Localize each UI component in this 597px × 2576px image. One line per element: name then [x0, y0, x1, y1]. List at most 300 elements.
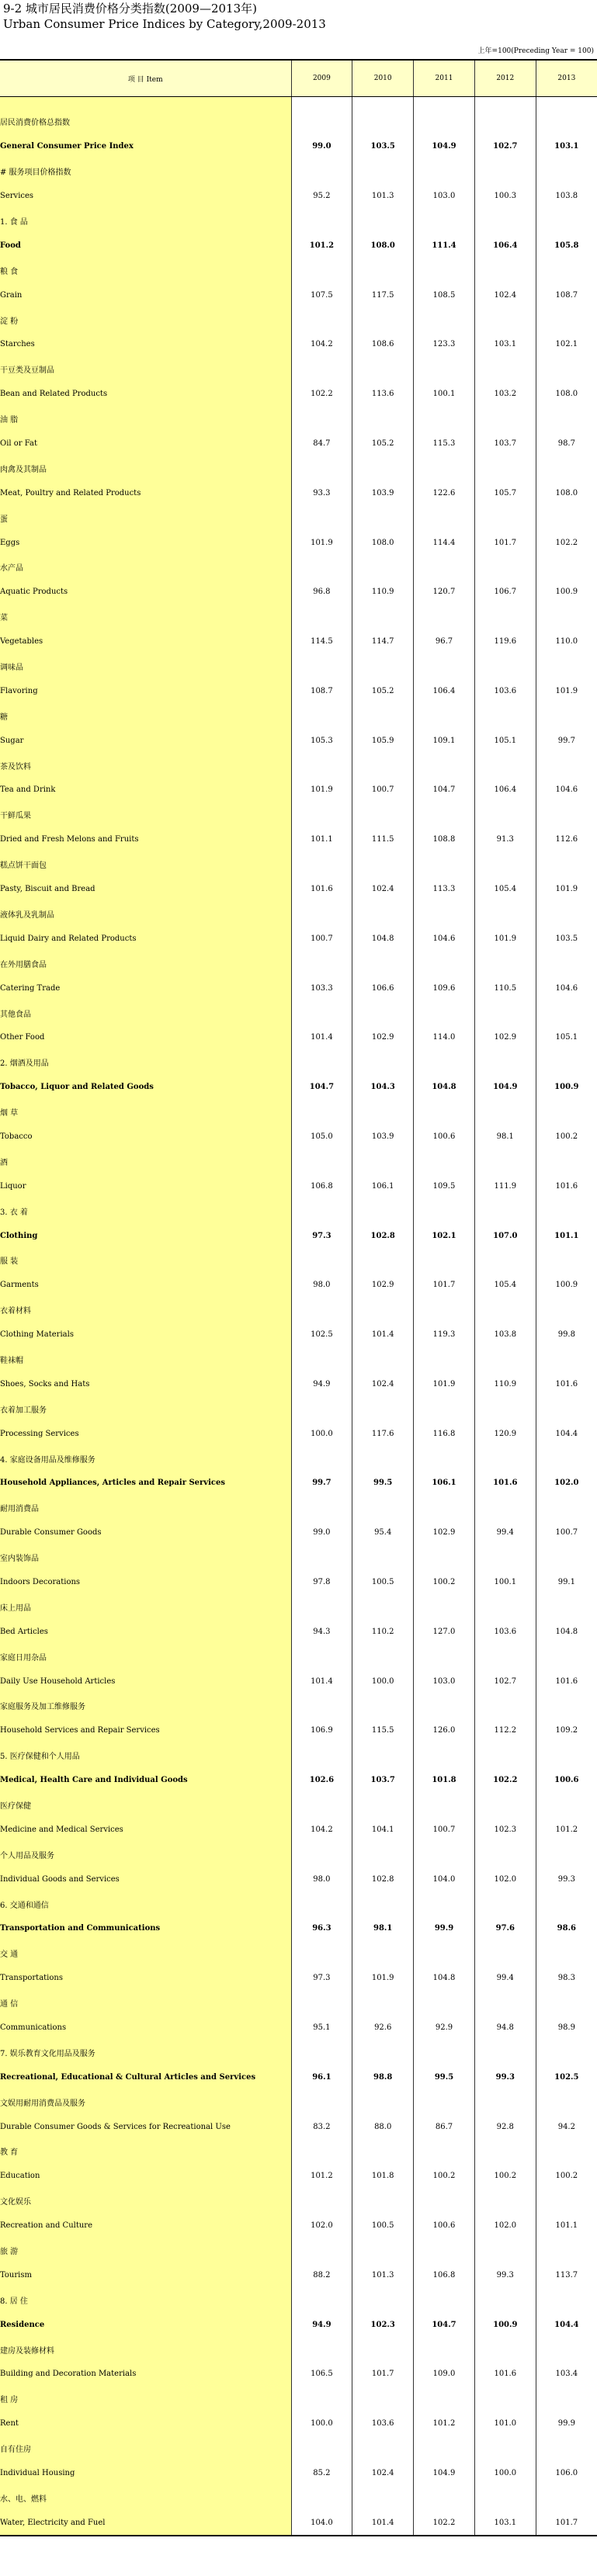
value-cell-2009: 102.2	[291, 382, 352, 407]
value-cell-2010	[352, 902, 414, 927]
value-cell-2012	[474, 951, 536, 976]
value-cell-2012	[474, 1941, 536, 1966]
value-cell-2013: 103.8	[536, 184, 597, 209]
value-cell-2010: 102.9	[352, 1273, 414, 1298]
value-cell-2009: 94.9	[291, 2312, 352, 2337]
value-cell-2012: 100.1	[474, 1570, 536, 1595]
header-year-2012: 2012	[474, 60, 536, 97]
table-row	[0, 778, 597, 803]
table-row	[0, 1619, 597, 1644]
row-label: 衣着材料	[0, 1298, 291, 1323]
value-cell-2013: 104.6	[536, 976, 597, 1000]
value-cell-2013: 102.2	[536, 530, 597, 555]
value-cell-2009: 98.0	[291, 1273, 352, 1298]
value-cell-2009: 100.7	[291, 926, 352, 951]
value-cell-2012	[474, 1496, 536, 1520]
row-label: Individual Housing	[0, 2461, 291, 2486]
value-cell-2013	[536, 852, 597, 877]
value-cell-2009: 101.9	[291, 530, 352, 555]
value-cell-2012	[474, 703, 536, 728]
value-cell-2013	[536, 159, 597, 184]
value-cell-2013: 101.1	[536, 2214, 597, 2238]
value-cell-2013: 110.0	[536, 629, 597, 654]
value-cell-2012	[474, 654, 536, 679]
value-cell-2011	[414, 357, 475, 382]
value-cell-2013	[536, 951, 597, 976]
value-cell-2010: 117.5	[352, 283, 414, 307]
value-cell-2009	[291, 2387, 352, 2411]
row-label: 调味品	[0, 654, 291, 679]
table-row	[0, 1248, 597, 1273]
value-cell-2013: 105.1	[536, 1025, 597, 1050]
value-cell-2013: 113.7	[536, 2262, 597, 2287]
value-cell-2009	[291, 1594, 352, 1619]
value-cell-2010	[352, 357, 414, 382]
value-cell-2011	[414, 456, 475, 480]
value-cell-2013	[536, 703, 597, 728]
row-label: 液体乳及乳制品	[0, 902, 291, 927]
value-cell-2012: 103.6	[474, 678, 536, 703]
value-cell-2013	[536, 456, 597, 480]
value-cell-2009	[291, 2189, 352, 2214]
row-label: Other Food	[0, 1025, 291, 1050]
value-cell-2009: 101.6	[291, 877, 352, 902]
row-label: 干鲜瓜果	[0, 803, 291, 827]
value-cell-2010: 103.7	[352, 1768, 414, 1793]
value-cell-2013: 101.6	[536, 1669, 597, 1694]
table-row	[0, 605, 597, 629]
row-label: Rent	[0, 2411, 291, 2436]
table-row	[0, 1347, 597, 1372]
value-cell-2012: 103.2	[474, 382, 536, 407]
value-cell-2010	[352, 1842, 414, 1867]
value-cell-2010	[352, 1347, 414, 1372]
value-cell-2009	[291, 753, 352, 778]
value-cell-2013: 104.6	[536, 778, 597, 803]
value-cell-2012: 102.4	[474, 283, 536, 307]
value-cell-2012	[474, 2436, 536, 2461]
value-cell-2012: 107.0	[474, 1223, 536, 1248]
value-cell-2012: 101.6	[474, 2362, 536, 2387]
value-cell-2013	[536, 1545, 597, 1570]
value-cell-2012	[474, 1298, 536, 1323]
row-label: 烟 草	[0, 1100, 291, 1125]
value-cell-2013: 106.0	[536, 2461, 597, 2486]
value-cell-2013	[536, 2287, 597, 2312]
table-row	[0, 2337, 597, 2362]
value-cell-2009: 101.4	[291, 1025, 352, 1050]
value-cell-2011	[414, 654, 475, 679]
value-cell-2010	[352, 1545, 414, 1570]
row-label: Tea and Drink	[0, 778, 291, 803]
value-cell-2013: 102.5	[536, 2065, 597, 2089]
value-cell-2010: 106.6	[352, 976, 414, 1000]
value-cell-2009	[291, 2089, 352, 2114]
table-row	[0, 1396, 597, 1421]
value-cell-2010	[352, 2486, 414, 2511]
value-cell-2011: 114.0	[414, 1025, 475, 1050]
value-cell-2009: 100.0	[291, 2411, 352, 2436]
row-label: Liquid Dairy and Related Products	[0, 926, 291, 951]
value-cell-2009	[291, 803, 352, 827]
row-label: Aquatic Products	[0, 580, 291, 605]
value-cell-2010: 101.3	[352, 2262, 414, 2287]
value-cell-2012: 98.1	[474, 1125, 536, 1149]
value-cell-2012	[474, 456, 536, 480]
row-label: 家庭服务及加工维修服务	[0, 1694, 291, 1718]
value-cell-2010: 101.9	[352, 1966, 414, 1991]
value-cell-2013	[536, 2486, 597, 2511]
row-label: Household Services and Repair Services	[0, 1718, 291, 1743]
value-cell-2011: 101.8	[414, 1768, 475, 1793]
value-cell-2011: 108.5	[414, 283, 475, 307]
row-label: Household Appliances, Articles and Repair Services	[0, 1471, 291, 1496]
value-cell-2009	[291, 951, 352, 976]
table-row	[0, 456, 597, 480]
value-cell-2010: 101.7	[352, 2362, 414, 2387]
value-cell-2011	[414, 1793, 475, 1818]
table-row	[0, 1842, 597, 1867]
value-cell-2010	[352, 1000, 414, 1025]
value-cell-2010	[352, 1743, 414, 1768]
value-cell-2009: 103.3	[291, 976, 352, 1000]
value-cell-2013: 104.4	[536, 1421, 597, 1446]
value-cell-2013: 103.4	[536, 2362, 597, 2387]
value-cell-2012: 120.9	[474, 1421, 536, 1446]
value-cell-2009: 97.3	[291, 1223, 352, 1248]
table-row	[0, 1644, 597, 1669]
table-row	[0, 2262, 597, 2287]
value-cell-2011: 100.2	[414, 1570, 475, 1595]
table-row	[0, 1050, 597, 1075]
value-cell-2012	[474, 852, 536, 877]
value-cell-2011: 104.9	[414, 2461, 475, 2486]
value-cell-2012: 106.7	[474, 580, 536, 605]
value-cell-2010: 102.8	[352, 1223, 414, 1248]
value-cell-2009: 97.3	[291, 1966, 352, 1991]
value-cell-2013: 100.2	[536, 1125, 597, 1149]
value-cell-2009	[291, 1793, 352, 1818]
table-row	[0, 2114, 597, 2139]
value-cell-2010	[352, 2040, 414, 2065]
value-cell-2012	[474, 2238, 536, 2263]
value-cell-2009: 100.0	[291, 1421, 352, 1446]
row-label: Building and Decoration Materials	[0, 2362, 291, 2387]
value-cell-2011	[414, 2089, 475, 2114]
table-row	[0, 1025, 597, 1050]
value-cell-2011	[414, 2238, 475, 2263]
value-cell-2012	[474, 1100, 536, 1125]
value-cell-2013: 99.8	[536, 1323, 597, 1347]
value-cell-2013	[536, 1496, 597, 1520]
value-cell-2012: 105.4	[474, 877, 536, 902]
value-cell-2013: 99.9	[536, 2411, 597, 2436]
table-row	[0, 2238, 597, 2263]
row-label: Water, Electricity and Fuel	[0, 2510, 291, 2536]
row-label: 蛋	[0, 505, 291, 530]
value-cell-2011: 86.7	[414, 2114, 475, 2139]
value-cell-2013	[536, 1248, 597, 1273]
value-cell-2013	[536, 1446, 597, 1471]
value-cell-2010	[352, 1248, 414, 1273]
value-cell-2012: 104.9	[474, 1075, 536, 1100]
value-cell-2012: 105.4	[474, 1273, 536, 1298]
table-row	[0, 2486, 597, 2511]
table-row	[0, 2312, 597, 2337]
row-label: Recreational, Educational & Cultural Articles and Services	[0, 2065, 291, 2089]
value-cell-2010	[352, 2139, 414, 2164]
value-cell-2013: 98.9	[536, 2016, 597, 2040]
value-cell-2011	[414, 951, 475, 976]
table-row	[0, 703, 597, 728]
value-cell-2013	[536, 1743, 597, 1768]
row-label: Grain	[0, 283, 291, 307]
value-cell-2010	[352, 1644, 414, 1669]
value-cell-2009: 99.0	[291, 134, 352, 159]
value-cell-2009	[291, 109, 352, 134]
table-row	[0, 2436, 597, 2461]
value-cell-2012	[474, 1793, 536, 1818]
value-cell-2011	[414, 1594, 475, 1619]
value-cell-2009	[291, 1050, 352, 1075]
value-cell-2011: 103.0	[414, 184, 475, 209]
value-cell-2012	[474, 1149, 536, 1174]
value-cell-2011: 120.7	[414, 580, 475, 605]
value-cell-2012: 101.7	[474, 530, 536, 555]
value-cell-2010	[352, 605, 414, 629]
value-cell-2011: 119.3	[414, 1323, 475, 1347]
value-cell-2010: 102.9	[352, 1025, 414, 1050]
value-cell-2011	[414, 2436, 475, 2461]
table-row	[0, 1198, 597, 1223]
value-cell-2013	[536, 2238, 597, 2263]
value-cell-2010	[352, 1149, 414, 1174]
row-label: # 服务项目价格指数	[0, 159, 291, 184]
value-cell-2012	[474, 407, 536, 432]
value-cell-2010	[352, 258, 414, 283]
table-row	[0, 2362, 597, 2387]
table-row	[0, 1793, 597, 1818]
row-label: Bean and Related Products	[0, 382, 291, 407]
table-row	[0, 2387, 597, 2411]
table-row	[0, 877, 597, 902]
spacer-row	[0, 97, 597, 110]
value-cell-2013: 99.3	[536, 1867, 597, 1891]
value-cell-2010	[352, 1594, 414, 1619]
value-cell-2010: 103.5	[352, 134, 414, 159]
value-cell-2013: 99.7	[536, 728, 597, 753]
row-label: Durable Consumer Goods & Services for Recreational Use	[0, 2114, 291, 2139]
value-cell-2011	[414, 555, 475, 580]
value-cell-2009: 105.0	[291, 1125, 352, 1149]
row-label: Flavoring	[0, 678, 291, 703]
row-label: Meat, Poultry and Related Products	[0, 480, 291, 505]
table-row	[0, 2189, 597, 2214]
value-cell-2009: 106.9	[291, 1718, 352, 1743]
value-cell-2012	[474, 1396, 536, 1421]
row-label: 建房及装修材料	[0, 2337, 291, 2362]
table-row	[0, 753, 597, 778]
value-cell-2009	[291, 159, 352, 184]
header-year-2009: 2009	[291, 60, 352, 97]
table-row	[0, 382, 597, 407]
value-cell-2009: 102.6	[291, 1768, 352, 1793]
value-cell-2011	[414, 307, 475, 332]
table-row	[0, 1100, 597, 1125]
value-cell-2012	[474, 2486, 536, 2511]
value-cell-2011: 114.4	[414, 530, 475, 555]
value-cell-2011	[414, 2287, 475, 2312]
row-label: 居民消费价格总指数	[0, 109, 291, 134]
row-label: 其他食品	[0, 1000, 291, 1025]
value-cell-2009	[291, 2337, 352, 2362]
value-cell-2010: 100.5	[352, 2214, 414, 2238]
value-cell-2010: 102.4	[352, 877, 414, 902]
value-cell-2010: 98.1	[352, 1916, 414, 1941]
value-cell-2012	[474, 2089, 536, 2114]
row-label: 床上用品	[0, 1594, 291, 1619]
row-label: 肉禽及其制品	[0, 456, 291, 480]
value-cell-2011: 102.2	[414, 2510, 475, 2536]
row-label: 文娱用耐用消费品及服务	[0, 2089, 291, 2114]
value-cell-2011	[414, 1396, 475, 1421]
value-cell-2011: 126.0	[414, 1718, 475, 1743]
value-cell-2013	[536, 1000, 597, 1025]
value-cell-2009	[291, 605, 352, 629]
table-row	[0, 1125, 597, 1149]
row-label: 鞋袜帽	[0, 1347, 291, 1372]
value-cell-2013: 100.9	[536, 580, 597, 605]
value-cell-2011	[414, 209, 475, 234]
value-cell-2012: 103.8	[474, 1323, 536, 1347]
value-cell-2009: 102.5	[291, 1323, 352, 1347]
value-cell-2011: 100.6	[414, 2214, 475, 2238]
table-row	[0, 2510, 597, 2536]
value-cell-2010: 103.9	[352, 480, 414, 505]
value-cell-2009	[291, 505, 352, 530]
value-cell-2009: 93.3	[291, 480, 352, 505]
row-label: Oil or Fat	[0, 432, 291, 456]
value-cell-2012: 103.7	[474, 432, 536, 456]
row-label: 5. 医疗保健和个人用品	[0, 1743, 291, 1768]
value-cell-2013	[536, 605, 597, 629]
value-cell-2009	[291, 1396, 352, 1421]
value-cell-2010	[352, 2189, 414, 2214]
value-cell-2013: 100.2	[536, 2164, 597, 2189]
value-cell-2010: 115.5	[352, 1718, 414, 1743]
value-cell-2012	[474, 209, 536, 234]
value-cell-2010: 100.7	[352, 778, 414, 803]
value-cell-2012: 105.1	[474, 728, 536, 753]
header-year-2010: 2010	[352, 60, 414, 97]
value-cell-2011: 101.2	[414, 2411, 475, 2436]
value-cell-2012	[474, 1198, 536, 1223]
value-cell-2009	[291, 1198, 352, 1223]
row-label: 家庭日用杂品	[0, 1644, 291, 1669]
value-cell-2012: 110.5	[474, 976, 536, 1000]
row-label: Vegetables	[0, 629, 291, 654]
value-cell-2012	[474, 902, 536, 927]
row-label: 服 装	[0, 1248, 291, 1273]
value-cell-2009: 101.2	[291, 2164, 352, 2189]
value-cell-2011: 104.7	[414, 778, 475, 803]
value-cell-2013	[536, 505, 597, 530]
value-cell-2009: 106.8	[291, 1174, 352, 1198]
value-cell-2012: 102.7	[474, 134, 536, 159]
value-cell-2009	[291, 1149, 352, 1174]
value-cell-2013: 104.8	[536, 1619, 597, 1644]
value-cell-2010: 99.5	[352, 1471, 414, 1496]
unit-note: 上年=100(Preceding Year = 100)	[477, 47, 594, 55]
value-cell-2010	[352, 2387, 414, 2411]
value-cell-2013	[536, 654, 597, 679]
row-label: Medical, Health Care and Individual Goods	[0, 1768, 291, 1793]
value-cell-2011	[414, 1149, 475, 1174]
value-cell-2010: 88.0	[352, 2114, 414, 2139]
value-cell-2009	[291, 2040, 352, 2065]
header-item: 项 目 Item	[0, 60, 291, 97]
table-row	[0, 580, 597, 605]
value-cell-2009: 84.7	[291, 432, 352, 456]
value-cell-2010: 105.9	[352, 728, 414, 753]
value-cell-2009	[291, 1545, 352, 1570]
row-label: Garments	[0, 1273, 291, 1298]
value-cell-2009: 101.2	[291, 233, 352, 258]
table-row	[0, 728, 597, 753]
value-cell-2011	[414, 2337, 475, 2362]
value-cell-2009	[291, 307, 352, 332]
table-row	[0, 2214, 597, 2238]
value-cell-2009: 83.2	[291, 2114, 352, 2139]
row-label: 6. 交通和通信	[0, 1891, 291, 1916]
value-cell-2011: 104.6	[414, 926, 475, 951]
value-cell-2011: 100.1	[414, 382, 475, 407]
table-row	[0, 283, 597, 307]
value-cell-2013: 108.0	[536, 480, 597, 505]
value-cell-2011: 115.3	[414, 432, 475, 456]
value-cell-2011: 103.0	[414, 1669, 475, 1694]
value-cell-2012: 103.6	[474, 1619, 536, 1644]
value-cell-2010: 108.0	[352, 530, 414, 555]
value-cell-2013	[536, 2436, 597, 2461]
value-cell-2012: 101.6	[474, 1471, 536, 1496]
value-cell-2013	[536, 307, 597, 332]
value-cell-2011: 104.8	[414, 1966, 475, 1991]
table-row	[0, 1273, 597, 1298]
table-row	[0, 407, 597, 432]
value-cell-2012	[474, 753, 536, 778]
value-cell-2012: 91.3	[474, 827, 536, 852]
value-cell-2011: 109.5	[414, 1174, 475, 1198]
value-cell-2010: 95.4	[352, 1520, 414, 1545]
value-cell-2011	[414, 1050, 475, 1075]
value-cell-2013	[536, 2040, 597, 2065]
value-cell-2009	[291, 902, 352, 927]
table-row	[0, 803, 597, 827]
value-cell-2009: 95.1	[291, 2016, 352, 2040]
value-cell-2012	[474, 307, 536, 332]
value-cell-2011	[414, 1891, 475, 1916]
value-cell-2009	[291, 1446, 352, 1471]
value-cell-2010: 101.4	[352, 1323, 414, 1347]
table-row	[0, 2139, 597, 2164]
row-label: Transportations	[0, 1966, 291, 1991]
row-label: Tobacco	[0, 1125, 291, 1149]
table-row	[0, 1941, 597, 1966]
value-cell-2010: 108.0	[352, 233, 414, 258]
value-cell-2011	[414, 1941, 475, 1966]
value-cell-2010: 114.7	[352, 629, 414, 654]
